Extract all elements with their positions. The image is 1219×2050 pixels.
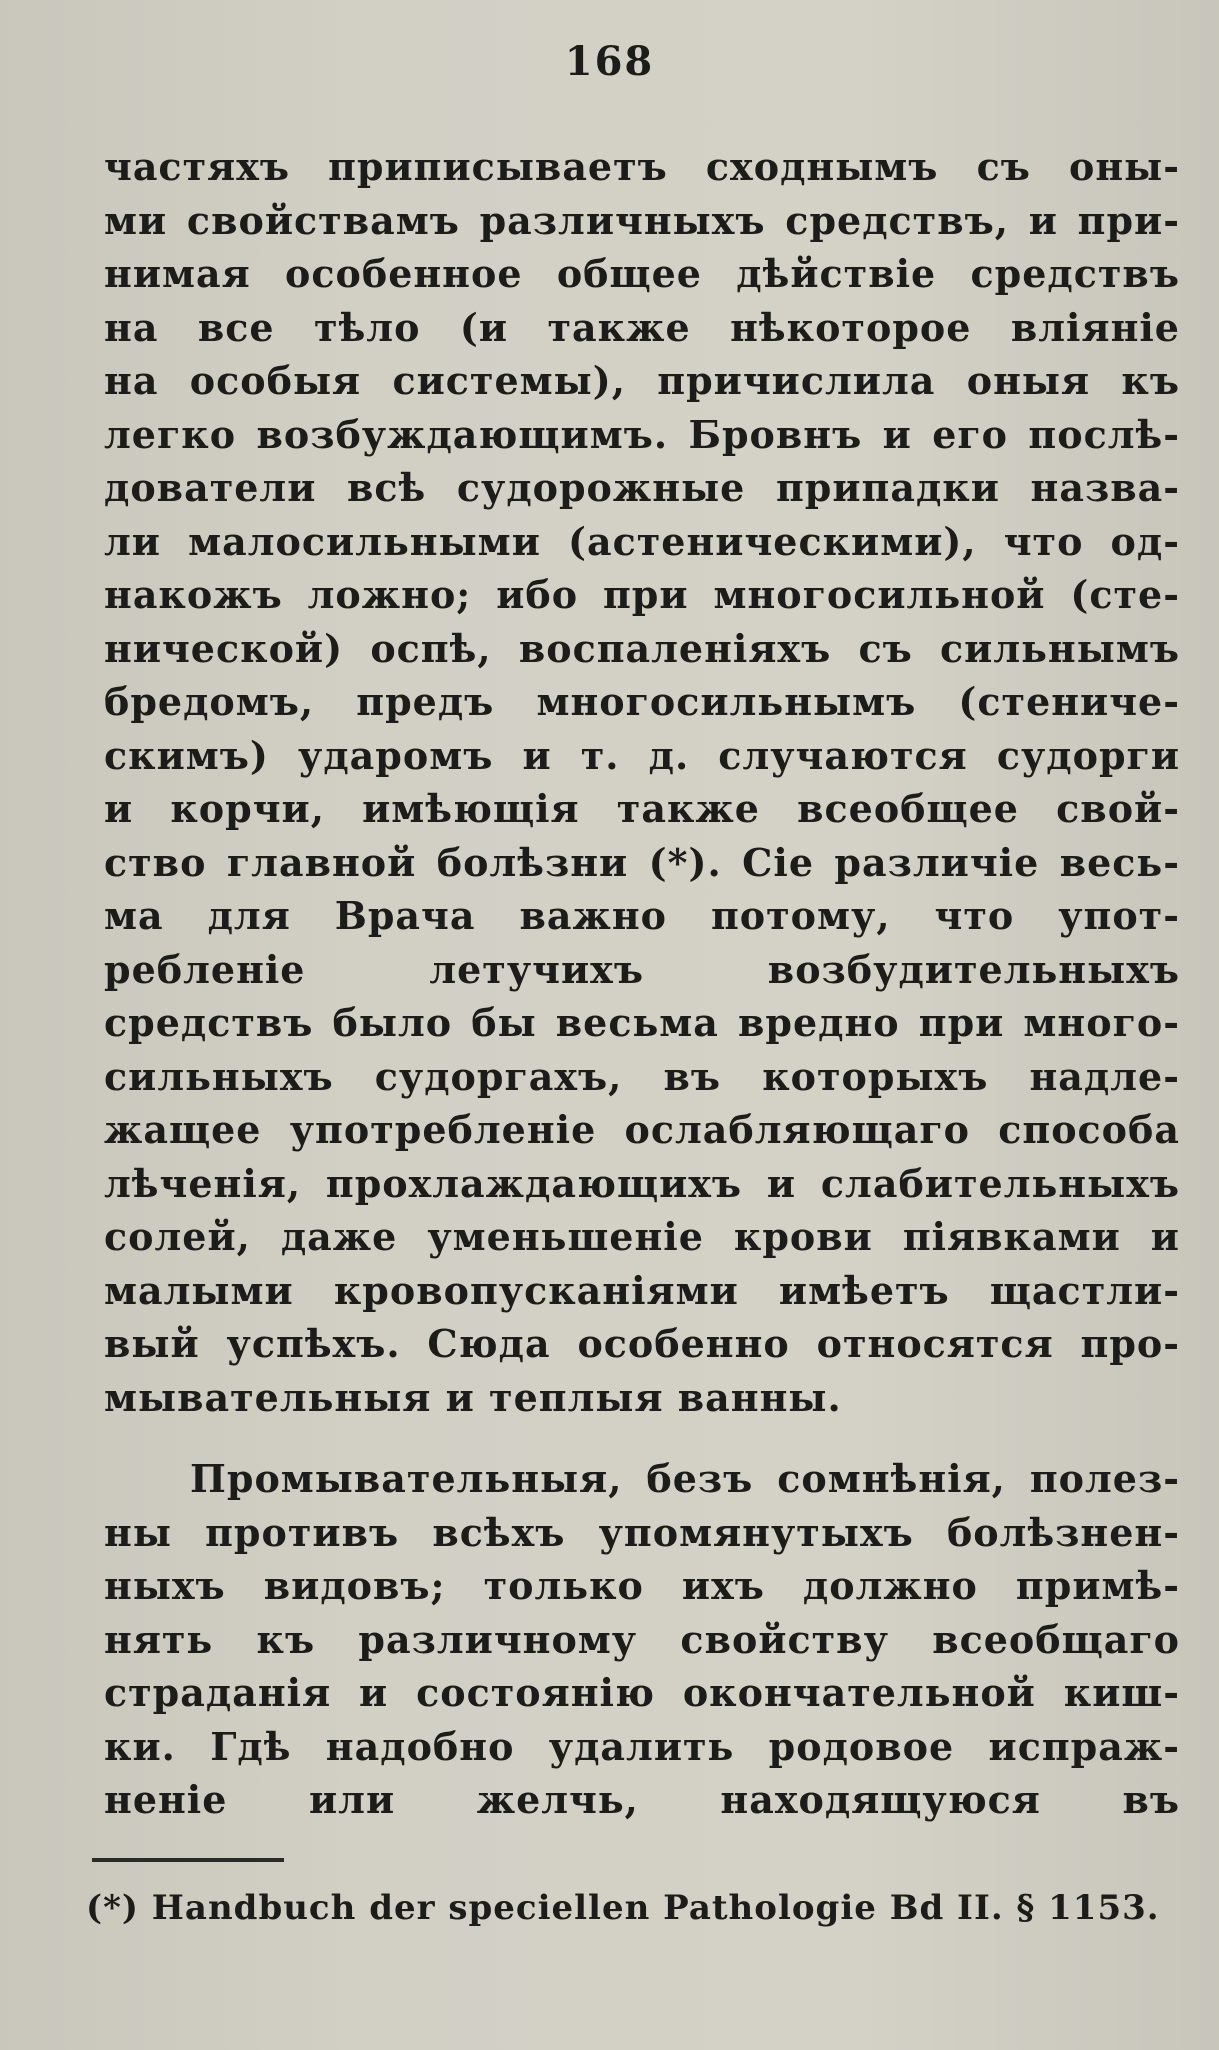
text-line: ство главной болѣзни (*). Сіе различіе весь-: [104, 839, 1180, 885]
text-line: нической) оспѣ, воспаленіяхъ съ сильнымъ: [104, 625, 1180, 671]
text-line: частяхъ приписываетъ сходнымъ съ оны-: [104, 144, 1180, 189]
text-line: средствъ было бы весьма вредно при много-: [104, 1000, 1180, 1045]
text-line: ми свойствамъ различныхъ средствъ, и при-: [104, 197, 1180, 243]
text-line: на все тѣло (и также нѣкоторое вліяніе: [104, 304, 1180, 350]
body-text: [104, 140, 1180, 1827]
text-line: нять къ различному свойству всеобщаго: [104, 1616, 1180, 1662]
text-line: ли малосильными (астеническими), что од-: [104, 518, 1180, 564]
text-line: скимъ) ударомъ и т. д. случаются судорги: [104, 732, 1180, 778]
page-number: 168: [564, 38, 655, 85]
text-line: на особыя системы), причислила оныя къ: [104, 358, 1180, 403]
paragraph-2: [104, 1452, 1180, 1827]
text-line: и корчи, имѣющія также всеобщее свой-: [104, 786, 1180, 831]
text-line: неніе или желчь, находящуюся въ: [104, 1777, 1180, 1822]
text-line: жащее употребленіе ослабляющаго способа: [104, 1107, 1180, 1152]
text-line: мывательныя и теплыя ванны.: [104, 1374, 842, 1420]
text-line: вый успѣхъ. Сюда особенно относятся про-: [104, 1321, 1180, 1366]
text-line: сильныхъ судоргахъ, въ которыхъ надле-: [104, 1053, 1180, 1099]
text-line: ребленіе летучихъ возбудительныхъ: [104, 946, 1180, 992]
paragraph-gap: [104, 1424, 1180, 1452]
text-line: малыми кровопусканіями имѣетъ щастли-: [104, 1267, 1180, 1313]
text-line: лѣченія, прохлаждающихъ и слабительныхъ: [104, 1160, 1180, 1206]
footnote: (*) Handbuch der speciellen Pathologie Bd II. § 1153.: [86, 1888, 1160, 1928]
text-line: солей, даже уменьшеніе крови піявками и: [104, 1214, 1180, 1259]
paragraph-1: [104, 140, 1180, 1424]
text-line: Промывательныя, безъ сомнѣнія, полез-: [190, 1456, 1180, 1501]
text-line: легко возбуждающимъ. Бровнъ и его послѣ-: [104, 411, 1180, 457]
footnote-rule: [92, 1858, 284, 1862]
text-line: ма для Врача важно потому, что упот-: [104, 893, 1180, 938]
text-line: ны противъ всѣхъ упомянутыхъ болѣзнен-: [104, 1509, 1180, 1555]
text-line: накожъ ложно; ибо при многосильной (сте-: [104, 572, 1180, 617]
text-line: нимая особенное общее дѣйствіе средствъ: [104, 251, 1180, 296]
text-line: дователи всѣ судорожные припадки назва-: [104, 465, 1180, 510]
text-line: бредомъ, предъ многосильнымъ (стениче-: [104, 679, 1180, 724]
text-line: ныхъ видовъ; только ихъ должно примѣ-: [104, 1563, 1180, 1608]
text-line: страданія и состоянію окончательной киш-: [104, 1670, 1180, 1715]
text-line: ки. Гдѣ надобно удалить родовое испраж-: [104, 1723, 1180, 1769]
